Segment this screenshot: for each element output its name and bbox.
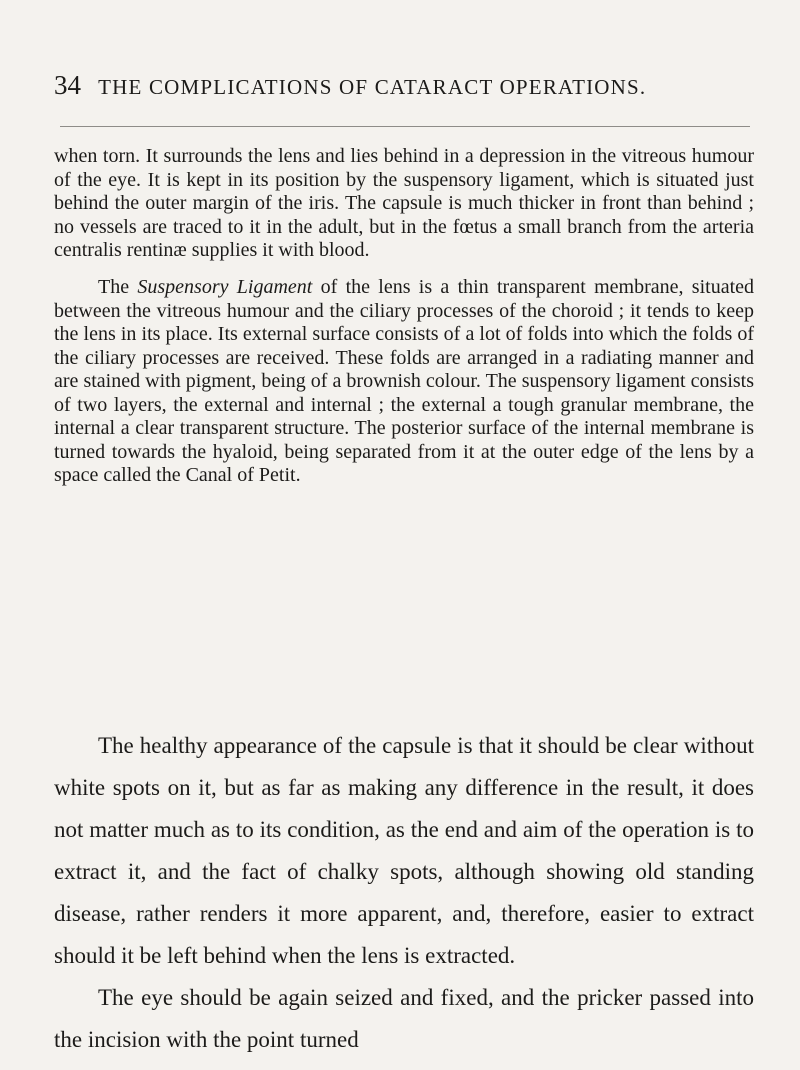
running-title: THE COMPLICATIONS OF CATARACT OPERATIONS. [98, 75, 647, 99]
paragraph-suspensory-ligament [54, 276, 754, 488]
running-head [54, 70, 754, 101]
page-number: 34 [54, 70, 81, 100]
paragraph-eye-fixation: The eye should be again seized and fixed, and the pricker passed into the incision with the point turned [54, 985, 754, 1052]
paragraph-healthy-capsule: The healthy appearance of the capsule is that it should be clear without white spots on it, but as far as making any difference in the result, it does not matter much as to its condition, as the end and aim of the operation is to extract it, and the fact of chalky spots, although showing old standing disease, rather renders it more apparent, and, therefore, easier to extract should it be left behind when the lens is extracted. [54, 733, 754, 968]
header-rule [60, 126, 750, 127]
paragraph-body: of the lens is a thin transparent membrane, situated between the vitreous humour and the ciliary processes of the choroid ; it tends to keep the lens in its place. Its external surface consists of a lot of folds into which the folds of the ciliary processes are received. These folds are arranged in a radiating manner and are stained with pigment, being of a brownish colour. The suspensory ligament consists of two layers, the external and internal ; the external a tough granular membrane, the internal a clear transparent structure. The posterior surface of the internal membrane is turned towards the hyaloid, being separated from it at the outer edge of the lens by a space called the Canal of Petit. [54, 276, 755, 486]
italic-term-suspensory-ligament: Suspensory Ligament [137, 276, 313, 298]
paragraph-lead: The [98, 276, 138, 298]
paragraph-capsule-description: when torn. It surrounds the lens and lies behind in a depression in the vitreous humour of the eye. It is kept in its position by the suspensory ligament, which is situated just behind the outer margin of the iris. The capsule is much thicker in front than behind ; no vessels are traced to it in the adult, but in the fœtus a small branch from the arteria centralis rentinæ supplies it with blood. [54, 145, 754, 261]
